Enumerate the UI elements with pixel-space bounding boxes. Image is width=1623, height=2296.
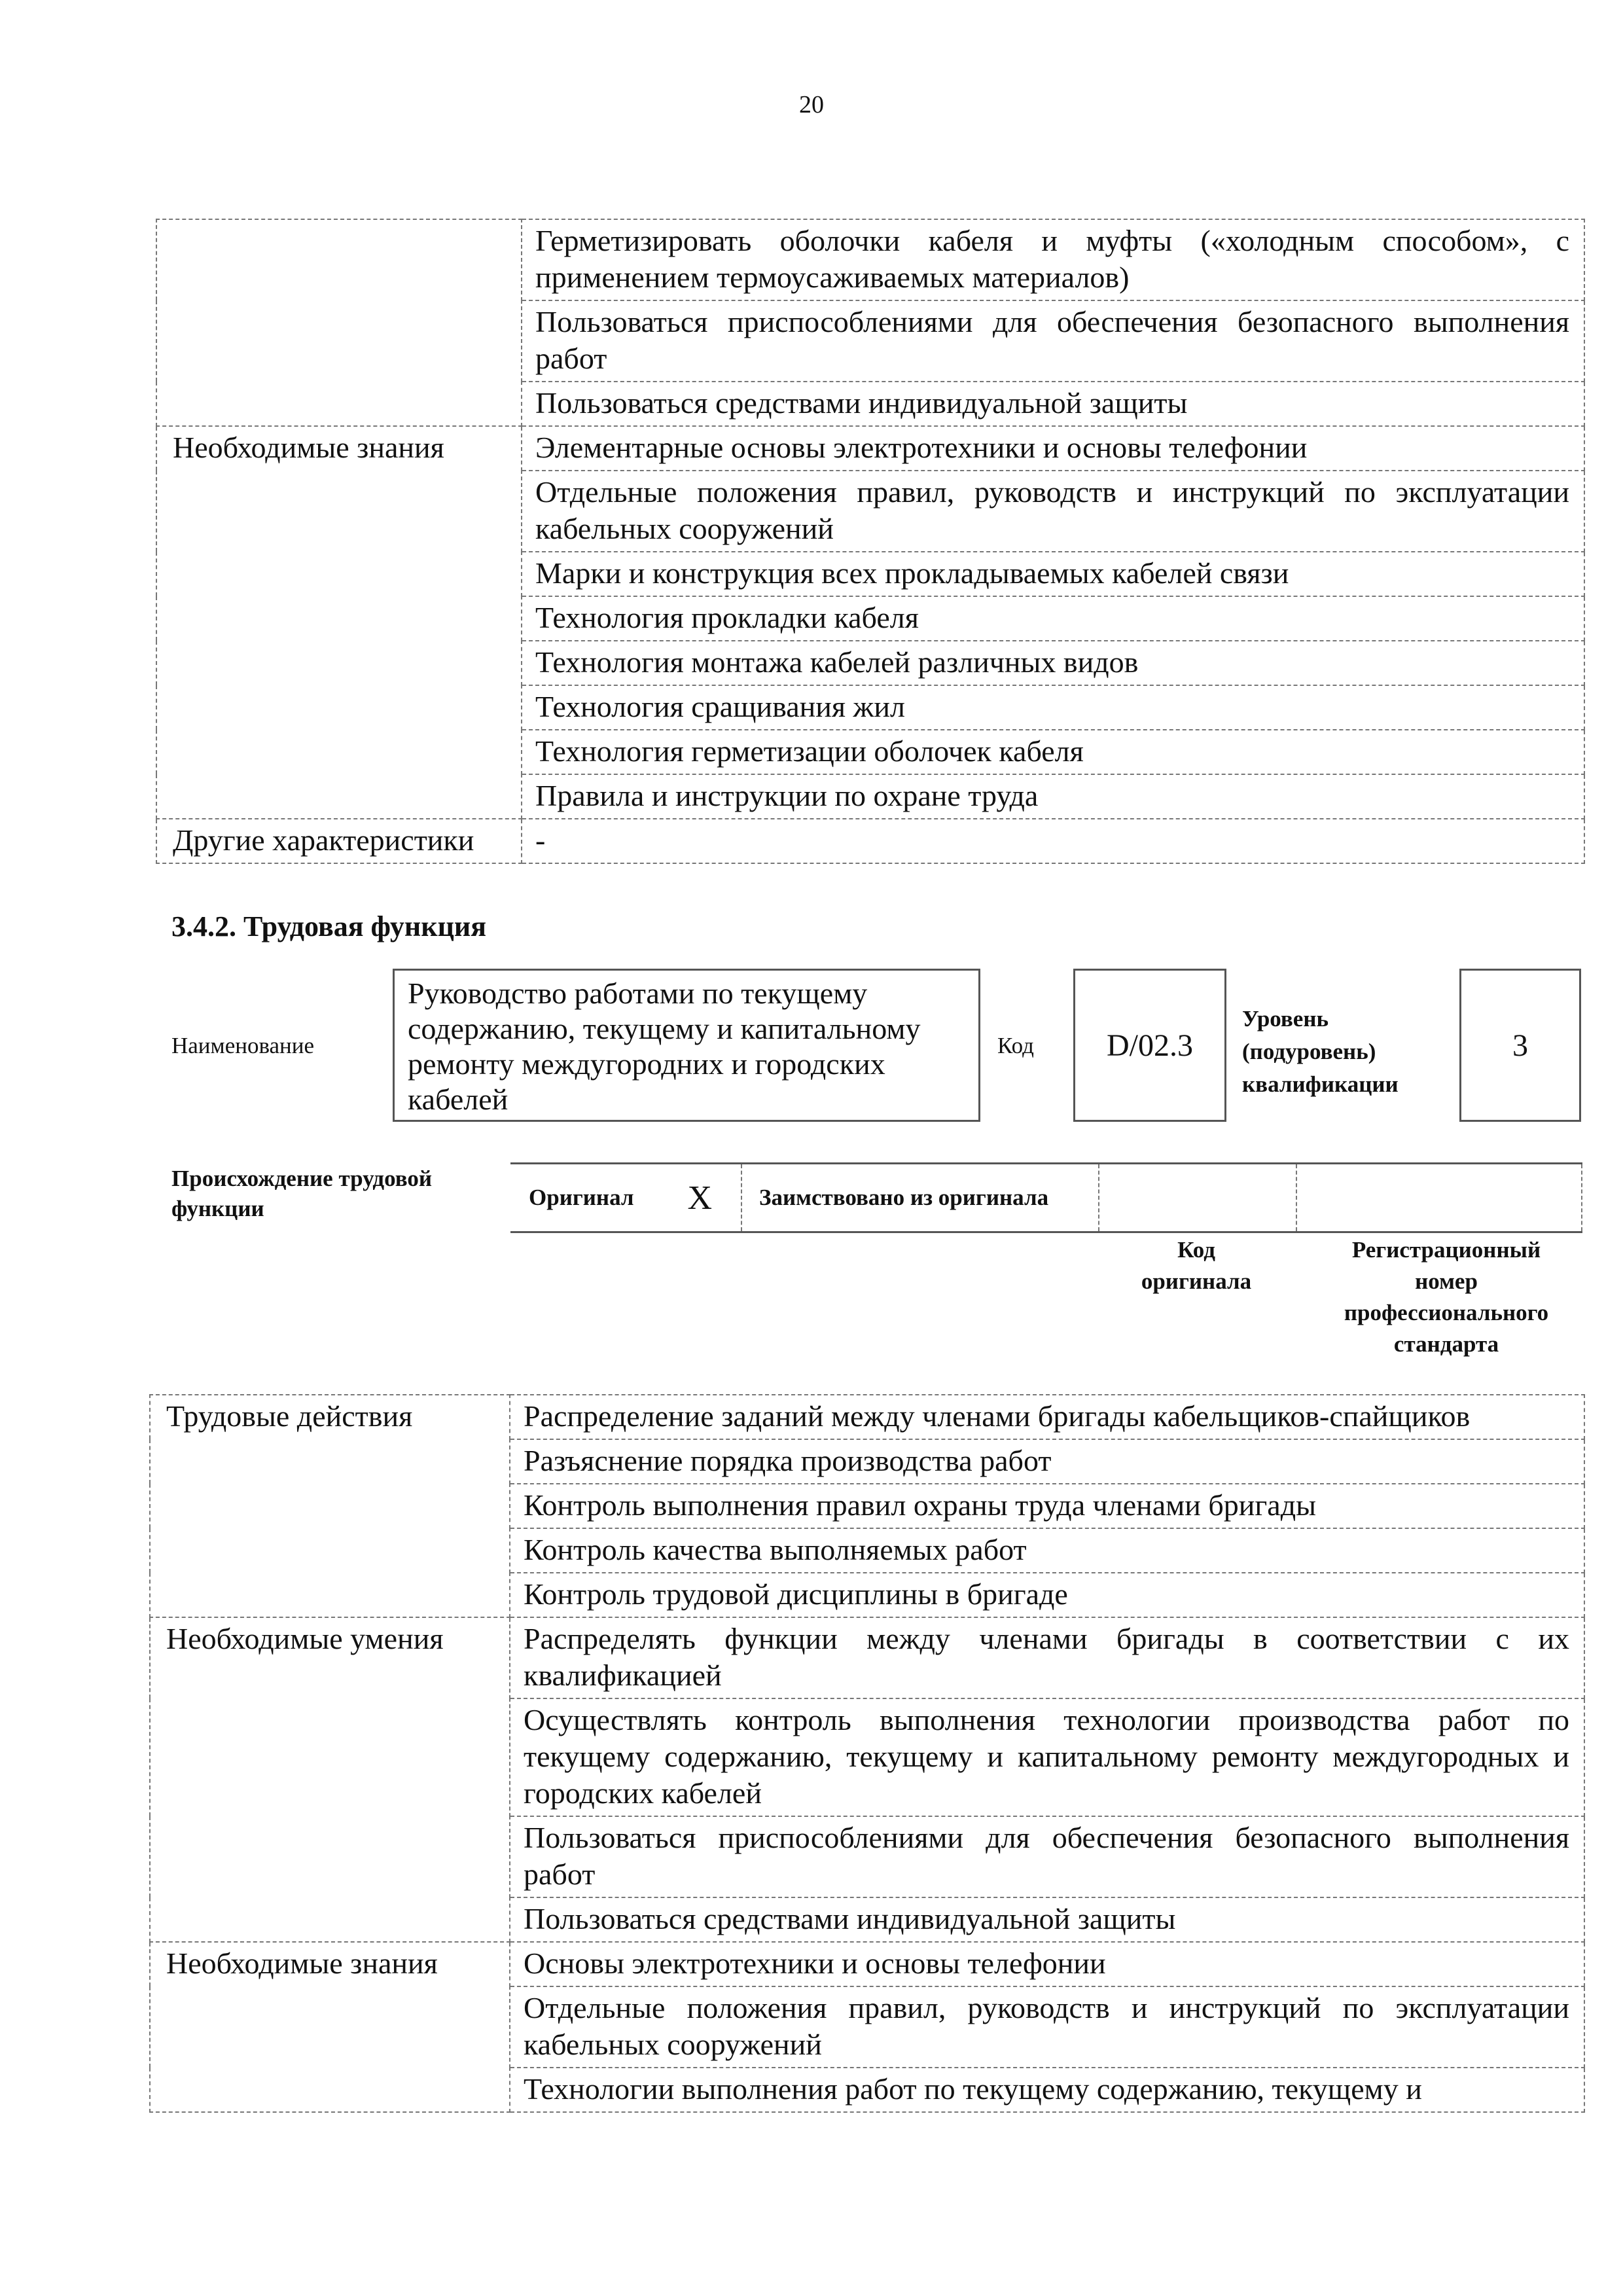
table-row	[156, 426, 1584, 471]
row-item: Отдельные положения правил, руководств и инструкций по эксплуатации кабельных сооружений	[510, 1986, 1584, 2068]
row-item: Пользоваться приспособлениями для обеспечения безопасного выполнения работ	[510, 1816, 1584, 1897]
table2-body	[150, 1395, 1584, 2112]
table-row	[150, 1395, 1584, 1439]
qualification-level: 3	[1512, 1028, 1528, 1063]
row-item: Герметизировать оболочки кабеля и муфты («холодным способом», с применением термоусаживаемых материалов)	[522, 219, 1584, 300]
row-item: Пользоваться приспособлениями для обеспечения безопасного выполнения работ	[522, 300, 1584, 382]
row-item: Технология прокладки кабеля	[522, 596, 1584, 641]
table1-body	[156, 219, 1584, 863]
code-caption: Код оригинала	[1141, 1237, 1252, 1294]
table-row	[156, 819, 1584, 863]
borrowed-label: Заимствовано из оригинала	[759, 1185, 1049, 1210]
row-item: Технология монтажа кабелей различных видов	[522, 641, 1584, 685]
origin-label: Происхождение трудовой функции	[171, 1166, 433, 1221]
row-item: Правила и инструкции по охране труда	[522, 774, 1584, 819]
row-item: Контроль выполнения правил охраны труда членами бригады	[510, 1484, 1584, 1528]
row-item: Элементарные основы электротехники и основы телефонии	[522, 426, 1584, 471]
origin-original-cell	[510, 1164, 741, 1231]
table-row	[156, 219, 1584, 300]
row-item: Контроль качества выполняемых работ	[510, 1528, 1584, 1573]
row-item: Технология герметизации оболочек кабеля	[522, 730, 1584, 774]
name-box	[393, 969, 980, 1122]
original-label: Оригинал	[529, 1185, 634, 1210]
row-item: Технология сращивания жил	[522, 685, 1584, 730]
row-item: Распределение заданий между членами бригады кабельщиков-спайщиков	[510, 1395, 1584, 1439]
origin-borrowed-cell	[741, 1164, 1098, 1231]
table-row	[150, 1617, 1584, 1698]
row-item: Марки и конструкция всех прокладываемых кабелей связи	[522, 552, 1584, 596]
code-label: Код	[997, 1033, 1034, 1058]
reg-caption: Регистрационный номер профессионального стандарта	[1344, 1237, 1549, 1357]
row-item: -	[522, 819, 1584, 863]
row-label	[156, 219, 522, 426]
work-function-table	[149, 1394, 1585, 2113]
level-box	[1459, 969, 1581, 1122]
origin-row	[510, 1162, 1582, 1233]
function-name: Руководство работами по текущему содержанию, текущему и капитальному ремонту междугородних и городских кабелей	[408, 977, 921, 1116]
section-heading: 3.4.2. Трудовая функция	[171, 910, 487, 942]
origin-reg-cell	[1296, 1164, 1582, 1231]
table-row	[150, 1942, 1584, 1986]
row-label: Необходимые знания	[156, 426, 522, 819]
skills-table-continued	[156, 219, 1585, 864]
row-item: Распределять функции между членами бригады в соответствии с их квалификацией	[510, 1617, 1584, 1698]
row-item: Осуществлять контроль выполнения технологии производства работ по текущему содержанию, текущему и капитальному ремонту междугородных и городских кабелей	[510, 1698, 1584, 1816]
row-label: Необходимые знания	[150, 1942, 510, 2112]
origin-code-cell	[1098, 1164, 1296, 1231]
level-label: Уровень (подуровень) квалификации	[1242, 1006, 1399, 1097]
function-code: D/02.3	[1107, 1028, 1193, 1063]
row-item: Разъяснение порядка производства работ	[510, 1439, 1584, 1484]
original-mark: X	[687, 1179, 713, 1217]
row-item: Технологии выполнения работ по текущему содержанию, текущему и	[510, 2068, 1584, 2112]
page-number: 20	[799, 91, 824, 118]
row-label: Трудовые действия	[150, 1395, 510, 1617]
row-label: Необходимые умения	[150, 1617, 510, 1942]
row-label: Другие характеристики	[156, 819, 522, 863]
row-item: Пользоваться средствами индивидуальной защиты	[510, 1897, 1584, 1942]
code-box	[1073, 969, 1226, 1122]
row-item: Основы электротехники и основы телефонии	[510, 1942, 1584, 1986]
name-label: Наименование	[171, 1033, 315, 1058]
row-item: Пользоваться средствами индивидуальной защиты	[522, 382, 1584, 426]
row-item: Контроль трудовой дисциплины в бригаде	[510, 1573, 1584, 1617]
row-item: Отдельные положения правил, руководств и инструкций по эксплуатации кабельных сооружений	[522, 471, 1584, 552]
